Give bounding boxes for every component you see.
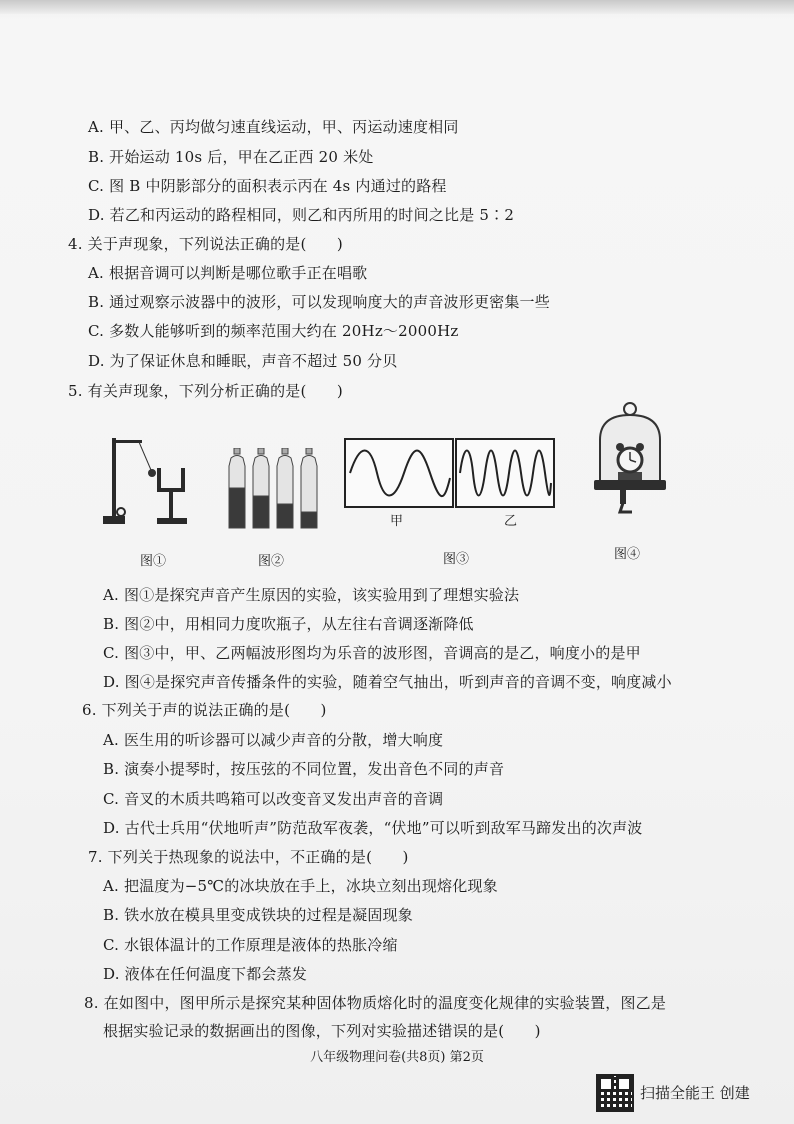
- figure-3-waveform-jia: [344, 438, 454, 508]
- q7-stem: 7. 下列关于热现象的说法中，不正确的是( ): [88, 848, 409, 866]
- qr-code-icon: [596, 1074, 634, 1112]
- q8-stem-continued: 根据实验记录的数据画出的图像，下列对实验描述错误的是( ): [103, 1022, 541, 1040]
- figure-1-label: 图①: [140, 554, 167, 569]
- q8-stem: 8. 在如图中，图甲所示是探究某种固体物质熔化时的温度变化规律的实验装置，图乙是: [84, 994, 667, 1012]
- q6-option-b: B. 演奏小提琴时，按压弦的不同位置，发出音色不同的声音: [103, 760, 505, 778]
- q4-option-b: B. 通过观察示波器中的波形，可以发现响度大的声音波形更密集一些: [88, 293, 550, 311]
- figure-4-bell-jar: [590, 400, 670, 520]
- q5-option-b: B. 图②中，用相同力度吹瓶子，从左往右音调逐渐降低: [103, 615, 474, 633]
- q4-stem: 4. 关于声现象，下列说法正确的是( ): [68, 235, 343, 253]
- q5-option-d: D. 图④是探究声音传播条件的实验，随着空气抽出，听到声音的音调不变，响度减小: [103, 673, 672, 691]
- q3-option-d: D. 若乙和丙运动的路程相同，则乙和丙所用的时间之比是 5∶2: [88, 206, 515, 224]
- top-shadow: [0, 0, 794, 14]
- q3-option-a: A. 甲、乙、丙均做匀速直线运动，甲、丙运动速度相同: [88, 118, 459, 136]
- q7-option-a: A. 把温度为−5℃的冰块放在手上，冰块立刻出现熔化现象: [103, 877, 498, 895]
- q4-option-a: A. 根据音调可以判断是哪位歌手正在唱歌: [88, 264, 368, 282]
- q6-option-a: A. 医生用的听诊器可以减少声音的分散，增大响度: [103, 731, 444, 749]
- wave-label-jia: 甲: [390, 514, 404, 529]
- q7-option-b: B. 铁水放在模具里变成铁块的过程是凝固现象: [103, 906, 413, 924]
- q3-option-b: B. 开始运动 10s 后，甲在乙正西 20 米处: [88, 148, 374, 166]
- q5-option-c: C. 图③中，甲、乙两幅波形图均为乐音的波形图，音调高的是乙，响度小的是甲: [103, 644, 641, 662]
- q7-option-d: D. 液体在任何温度下都会蒸发: [103, 965, 308, 983]
- q4-option-c: C. 多数人能够听到的频率范围大约在 20Hz～2000Hz: [88, 322, 459, 340]
- figure-2-label: 图②: [258, 554, 285, 569]
- wave-label-yi: 乙: [504, 514, 518, 529]
- q5-stem: 5. 有关声现象，下列分析正确的是( ): [68, 382, 343, 400]
- q4-option-d: D. 为了保证休息和睡眠，声音不超过 50 分贝: [88, 352, 398, 370]
- figure-3-waveform-yi: [455, 438, 555, 508]
- q6-stem: 6. 下列关于声的说法正确的是( ): [82, 701, 327, 719]
- q7-option-c: C. 水银体温计的工作原理是液体的热胀冷缩: [103, 936, 398, 954]
- figure-1-tuning-fork-pendulum: [95, 430, 195, 530]
- q5-option-a: A. 图①是探究声音产生原因的实验，该实验用到了理想实验法: [103, 586, 520, 604]
- figure-3-label: 图③: [443, 552, 470, 567]
- q3-option-c: C. 图 B 中阴影部分的面积表示丙在 4s 内通过的路程: [88, 177, 447, 195]
- q6-option-c: C. 音叉的木质共鸣箱可以改变音叉发出声音的音调: [103, 790, 444, 808]
- q6-option-d: D. 古代士兵用“伏地听声”防范敌军夜袭，“伏地”可以听到敌军马蹄发出的次声波: [103, 819, 643, 837]
- page-footer: 八年级物理问卷(共8页) 第2页: [310, 1050, 484, 1065]
- figure-2-bottles: [225, 448, 325, 530]
- scanner-watermark: 扫描全能王 创建: [640, 1084, 750, 1102]
- figure-4-label: 图④: [614, 547, 641, 562]
